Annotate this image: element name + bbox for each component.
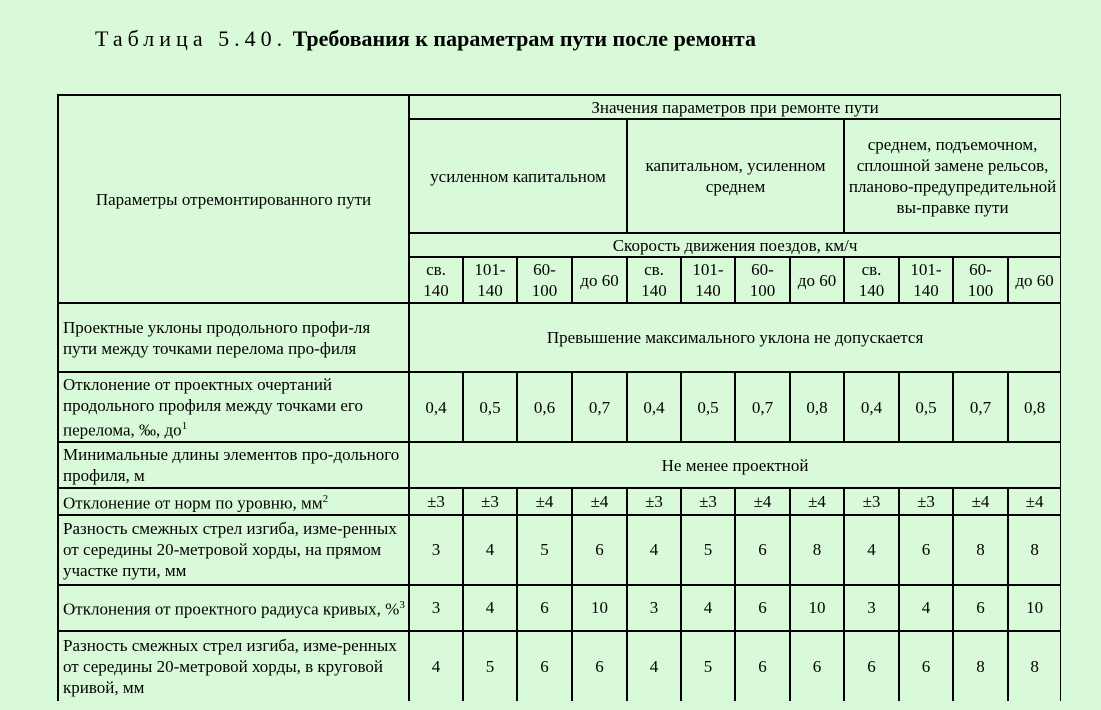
value-cell: 6 xyxy=(899,631,953,701)
parameter-cell xyxy=(58,303,409,372)
value-cell: 4 xyxy=(463,585,517,631)
value-cell: 8 xyxy=(953,515,1008,585)
value-cell: 0,4 xyxy=(409,372,463,442)
value-cell: 4 xyxy=(899,585,953,631)
header-values-group: Значения параметров при ремонте пути xyxy=(409,95,1061,119)
speed-range-cell: 101-140 xyxy=(463,257,517,303)
parameter-text: Отклонение от проектных очертаний продольного профиля между точками его перелома, ‰, до xyxy=(63,374,363,440)
parameter-cell xyxy=(58,488,409,515)
value-cell: 3 xyxy=(627,585,681,631)
parameter-text: Разность смежных стрел изгиба, изме-ренных от середины 20-метровой хорды, на прямом участке пути, мм xyxy=(63,519,397,581)
table-row xyxy=(58,372,1061,442)
value-cell: ±3 xyxy=(844,488,899,515)
speed-range-cell: св. 140 xyxy=(844,257,899,303)
value-cell: 6 xyxy=(735,585,790,631)
header-repair-type-3: среднем, подъемочном, сплошной замене рельсов, планово-предупредительной вы-правке пути xyxy=(844,119,1061,233)
value-cell: 3 xyxy=(844,585,899,631)
merged-value-cell: Не менее проектной xyxy=(409,442,1061,488)
value-cell: 6 xyxy=(844,631,899,701)
table-row xyxy=(58,515,1061,585)
table-title-text: Требования к параметрам пути после ремонта xyxy=(292,26,757,51)
parameter-text: Проектные уклоны продольного профи-ля пути между точками перелома про-филя xyxy=(63,317,371,358)
speed-range-cell: до 60 xyxy=(572,257,627,303)
header-speed-label: Скорость движения поездов, км/ч xyxy=(409,233,1061,257)
speed-range-cell: св. 140 xyxy=(409,257,463,303)
value-cell: 0,7 xyxy=(953,372,1008,442)
value-cell: ±3 xyxy=(627,488,681,515)
value-cell: 8 xyxy=(790,515,844,585)
value-cell: ±4 xyxy=(517,488,572,515)
value-cell: 5 xyxy=(517,515,572,585)
value-cell: 0,8 xyxy=(1008,372,1061,442)
header-param-column: Параметры отремонтированного пути xyxy=(58,95,409,303)
value-cell: 0,4 xyxy=(627,372,681,442)
value-cell: ±4 xyxy=(790,488,844,515)
table-row xyxy=(58,631,1061,701)
requirements-table xyxy=(57,94,1061,701)
value-cell: 3 xyxy=(409,585,463,631)
merged-value-cell: Превышение максимального уклона не допускается xyxy=(409,303,1061,372)
value-cell: 4 xyxy=(463,515,517,585)
table-number-label: Таблица 5.40. xyxy=(95,26,288,51)
table-row xyxy=(58,303,1061,372)
value-cell: 8 xyxy=(1008,515,1061,585)
value-cell: 8 xyxy=(1008,631,1061,701)
footnote-marker: 2 xyxy=(322,493,329,505)
value-cell: 4 xyxy=(627,631,681,701)
table-row xyxy=(58,488,1061,515)
value-cell: 4 xyxy=(844,515,899,585)
value-cell: ±4 xyxy=(953,488,1008,515)
header-row-values-group xyxy=(58,95,1061,119)
value-cell: 6 xyxy=(735,515,790,585)
value-cell: 0,5 xyxy=(463,372,517,442)
table-body xyxy=(58,95,1061,701)
value-cell: 4 xyxy=(409,631,463,701)
parameter-cell xyxy=(58,442,409,488)
value-cell: 6 xyxy=(517,585,572,631)
table-row xyxy=(58,442,1061,488)
speed-range-cell: 60-100 xyxy=(517,257,572,303)
value-cell: 6 xyxy=(735,631,790,701)
speed-range-cell: 101-140 xyxy=(681,257,735,303)
value-cell: 10 xyxy=(1008,585,1061,631)
value-cell: 5 xyxy=(681,515,735,585)
value-cell: 0,7 xyxy=(735,372,790,442)
value-cell: ±3 xyxy=(899,488,953,515)
value-cell: 6 xyxy=(899,515,953,585)
value-cell: 4 xyxy=(681,585,735,631)
value-cell: 0,7 xyxy=(572,372,627,442)
value-cell: 6 xyxy=(572,631,627,701)
value-cell: 6 xyxy=(572,515,627,585)
parameter-text: Отклонения от проектного радиуса кривых, % xyxy=(63,599,400,619)
value-cell: 0,6 xyxy=(517,372,572,442)
speed-range-cell: 60-100 xyxy=(735,257,790,303)
value-cell: 6 xyxy=(790,631,844,701)
value-cell: ±3 xyxy=(409,488,463,515)
table-container xyxy=(57,94,1061,710)
parameter-cell xyxy=(58,372,409,442)
header-repair-type-1: усиленном капитальном xyxy=(409,119,627,233)
table-row xyxy=(58,585,1061,631)
speed-range-cell: св. 140 xyxy=(627,257,681,303)
parameter-cell xyxy=(58,631,409,701)
value-cell: 10 xyxy=(790,585,844,631)
value-cell: 0,8 xyxy=(790,372,844,442)
parameter-text: Отклонение от норм по уровню, мм xyxy=(63,493,323,513)
value-cell: 0,5 xyxy=(681,372,735,442)
speed-range-cell: 101-140 xyxy=(899,257,953,303)
parameter-text: Минимальные длины элементов про-дольного профиля, м xyxy=(63,445,400,485)
footnote-marker: 1 xyxy=(181,419,188,432)
value-cell: 3 xyxy=(409,515,463,585)
value-cell: 6 xyxy=(953,585,1008,631)
header-repair-type-2: капитальном, усиленном среднем xyxy=(627,119,844,233)
parameter-cell xyxy=(58,585,409,631)
value-cell: 4 xyxy=(627,515,681,585)
value-cell: ±3 xyxy=(681,488,735,515)
value-cell: 0,4 xyxy=(844,372,899,442)
speed-range-cell: 60-100 xyxy=(953,257,1008,303)
value-cell: ±3 xyxy=(463,488,517,515)
value-cell: 5 xyxy=(463,631,517,701)
speed-range-cell: до 60 xyxy=(1008,257,1061,303)
value-cell: ±4 xyxy=(572,488,627,515)
parameter-text: Разность смежных стрел изгиба, изме-ренных от середины 20-метровой хорды, в круговой кривой, мм xyxy=(63,635,397,697)
value-cell: 10 xyxy=(572,585,627,631)
parameter-cell xyxy=(58,515,409,585)
value-cell: ±4 xyxy=(735,488,790,515)
footnote-marker: 3 xyxy=(399,599,405,612)
value-cell: 5 xyxy=(681,631,735,701)
value-cell: 6 xyxy=(517,631,572,701)
value-cell: ±4 xyxy=(1008,488,1061,515)
table-title xyxy=(95,26,756,52)
value-cell: 0,5 xyxy=(899,372,953,442)
speed-range-cell: до 60 xyxy=(790,257,844,303)
value-cell: 8 xyxy=(953,631,1008,701)
